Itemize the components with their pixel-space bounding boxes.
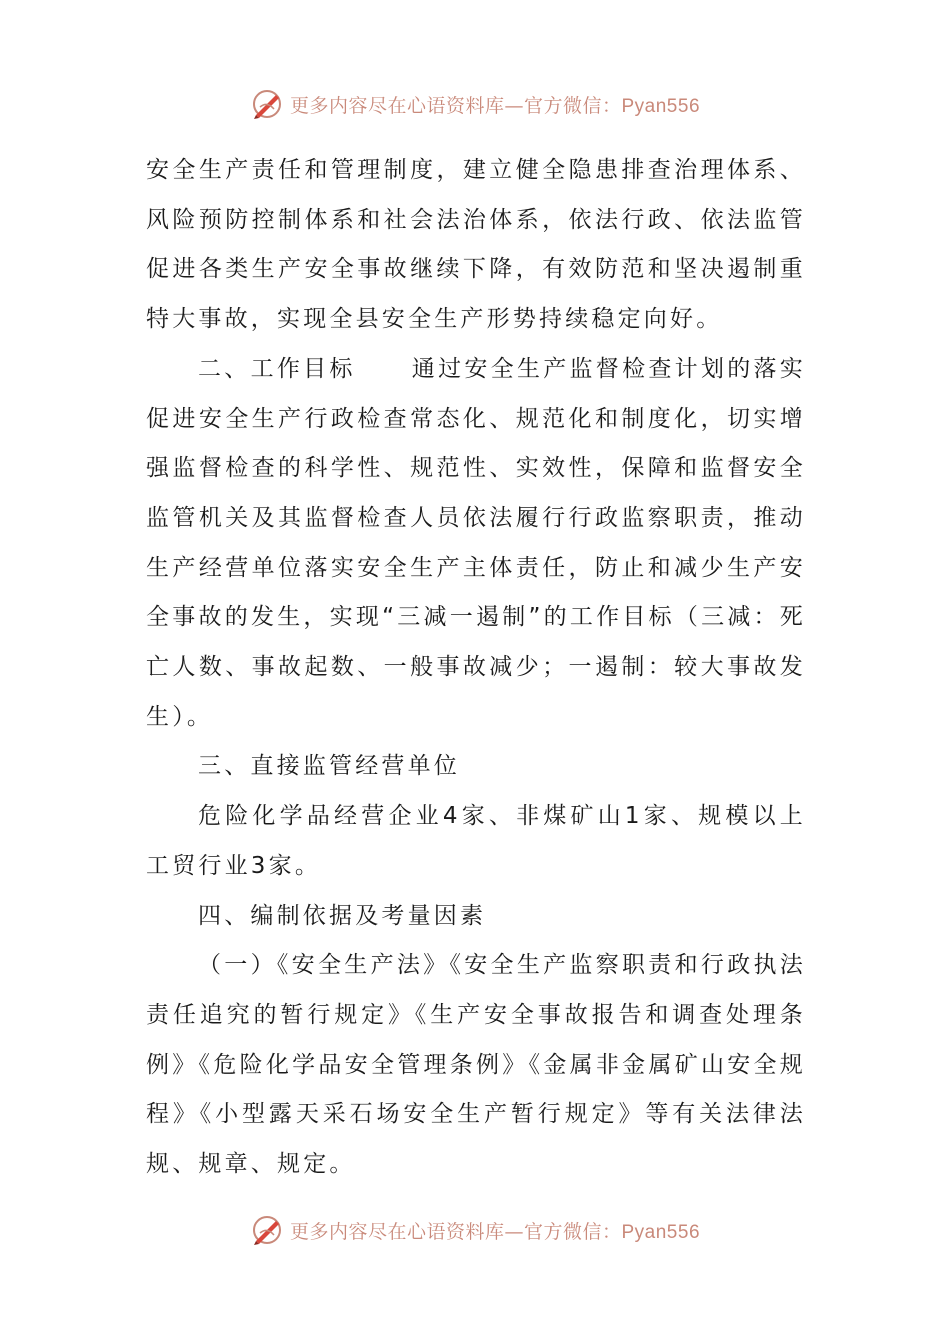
paragraph-supervised-units: 危险化学品经营企业4家、非煤矿山1家、规模以上工贸行业3家。 (146, 803, 806, 879)
paragraph-intro-continued: 安全生产责任和管理制度，建立健全隐患排查治理体系、风险预防控制体系和社会法治体系，依法行政、依法监管促进各类生产安全事故继续下降，有效防范和坚决遏制重特大事故，实现全县安全生产形势持续稳定向好。 (146, 157, 806, 333)
watermark-text: 更多内容尽在心语资料库—官方微信：Pyan556 (289, 94, 701, 117)
watermark-wechat-id: Pyan556 (621, 95, 701, 117)
footer-watermark (0, 1210, 950, 1250)
watermark-wechat-id: Pyan556 (621, 1221, 701, 1243)
document-body (146, 146, 806, 1190)
watermark-text: 更多内容尽在心语资料库—官方微信：Pyan556 (289, 1220, 701, 1243)
paragraph-basis-laws: （一）《安全生产法》《安全生产监察职责和行政执法责任追究的暂行规定》《生产安全事故报告和调查处理条例》《危险化学品安全管理条例》《金属非金属矿山安全规程》《小型露天采石场安全生产暂行规定》等有关法律法规、规章、规定。 (146, 952, 806, 1178)
pen-circle-logo-icon (250, 87, 284, 121)
pen-circle-logo-icon (250, 1213, 284, 1247)
header-watermark (0, 84, 950, 124)
section-heading-supervised-units: 三、直接监管经营单位 (198, 753, 460, 780)
section-heading-basis: 四、编制依据及考量因素 (198, 902, 487, 929)
section-heading-work-goals: 二、工作目标 (198, 355, 356, 382)
work-goals-body: 通过安全生产监督检查计划的落实促进安全生产行政检查常态化、规范化和制度化，切实增强监督检查的科学性、规范性、实效性，保障和监督安全监管机关及其监督检查人员依法履行行政监察职责，推动生产经营单位落实安全生产主体责任，防止和减少生产安全事故的发生，实现“三减一遏制”的工作目标（三减：死亡人数、事故起数、一般事故减少；一遏制：较大事故发生）。 (146, 355, 807, 730)
paragraph-work-goals (146, 345, 806, 743)
